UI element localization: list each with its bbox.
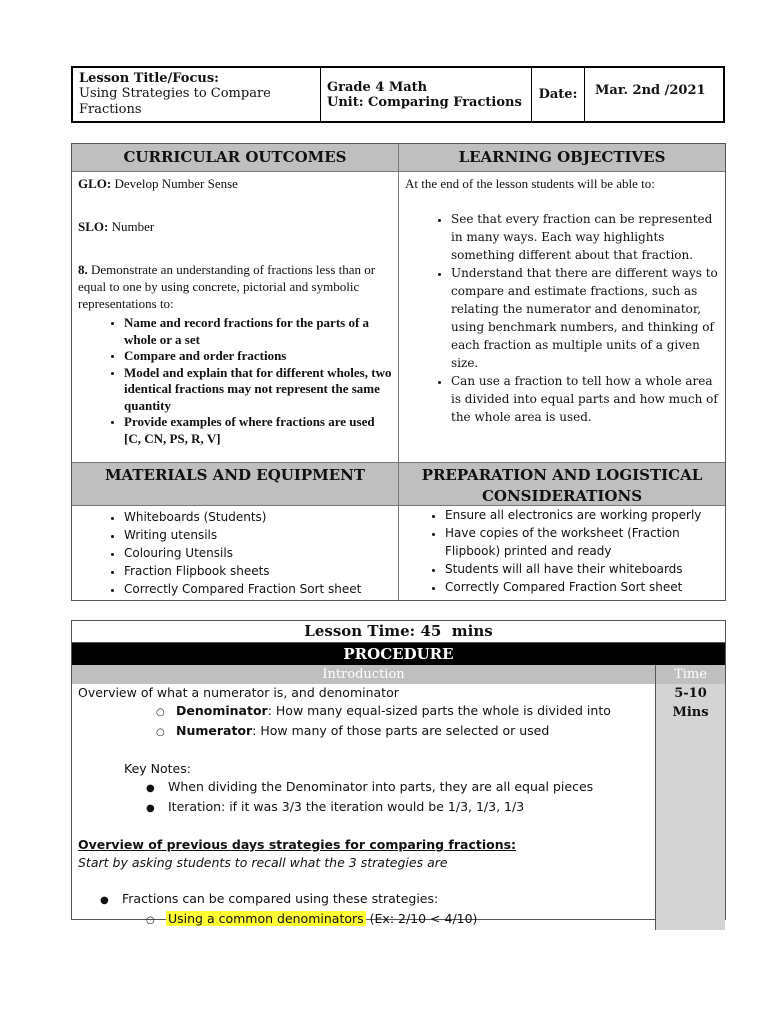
strategy-highlight: Using a common denominators bbox=[168, 911, 364, 926]
list-item: • Ensure all electronics are working properly bbox=[445, 506, 725, 524]
note-text: When dividing the Denominator into parts, they are all equal pieces bbox=[168, 779, 594, 794]
strategy-line bbox=[78, 910, 649, 930]
curricular-outcomes-heading: CURRICULAR OUTCOMES bbox=[72, 144, 399, 172]
lesson-title-cell bbox=[73, 68, 321, 121]
bullet-icon: ● bbox=[146, 803, 155, 814]
list-item: • Have copies of the worksheet (Fraction Flipbook) printed and ready bbox=[445, 524, 725, 560]
unit-label: Unit: Comparing Fractions bbox=[327, 94, 522, 110]
outcome-number: 8. bbox=[78, 262, 88, 277]
materials-cell bbox=[72, 506, 399, 600]
denominator-text: : How many equal-sized parts the whole is divided into bbox=[267, 703, 611, 718]
list-item: • Provide examples of where fractions are used [C, CN, PS, R, V] bbox=[124, 414, 392, 447]
list-item: • Fraction Flipbook sheets bbox=[124, 562, 398, 580]
date-label-cell bbox=[532, 68, 585, 121]
note-line bbox=[78, 798, 649, 818]
circle-bullet-icon: ○ bbox=[146, 915, 155, 926]
objectives-intro: At the end of the lesson students will be able to: bbox=[405, 176, 655, 191]
denominator-line bbox=[78, 702, 649, 722]
time-value-range: 5-10 bbox=[674, 686, 707, 701]
preparation-heading-line1: PREPARATION AND LOGISTICAL bbox=[421, 466, 703, 484]
materials-heading: MATERIALS AND EQUIPMENT bbox=[72, 463, 399, 506]
introduction-content bbox=[72, 684, 656, 930]
slo-label: SLO: bbox=[78, 219, 109, 234]
preparation-cell bbox=[399, 506, 725, 600]
preparation-heading-line2: CONSIDERATIONS bbox=[481, 487, 643, 505]
list-item: • See that every fraction can be represented in many ways. Each way highlights something different about that fraction. bbox=[451, 210, 719, 264]
date-label: Date: bbox=[538, 87, 578, 102]
planning-table bbox=[71, 143, 726, 601]
lesson-time: Lesson Time: 45 mins bbox=[72, 621, 725, 643]
list-item: • Correctly Compared Fraction Sort sheet bbox=[124, 580, 398, 598]
list-item: • Colouring Utensils bbox=[124, 544, 398, 562]
procedure-table bbox=[71, 620, 726, 926]
list-item: • Compare and order fractions bbox=[124, 348, 392, 365]
bullet-icon: ● bbox=[100, 895, 109, 906]
list-item: • Writing utensils bbox=[124, 526, 398, 544]
glo-text: Develop Number Sense bbox=[114, 176, 238, 191]
list-item: • Understand that there are different ways to compare and estimate fractions, such as relating the numerator and denominator, using benchmark numbers, and thinking of each fraction as multiple units of a given size. bbox=[451, 264, 719, 372]
list-item: • Correctly Compared Fraction Sort sheet bbox=[445, 578, 725, 596]
slo-text: Number bbox=[111, 219, 155, 234]
list-item: • Whiteboards (Students) bbox=[124, 508, 398, 526]
list-item: • Students will all have their whiteboards bbox=[445, 560, 725, 578]
previous-strategies-sub: Start by asking students to recall what the 3 strategies are bbox=[78, 855, 448, 870]
list-item: • Can use a fraction to tell how a whole area is divided into equal parts and how much of the whole area is used. bbox=[451, 372, 719, 426]
lesson-header-table bbox=[71, 66, 725, 123]
strategies-intro-line bbox=[78, 890, 649, 910]
bullet-icon: ● bbox=[146, 783, 155, 794]
curricular-outcomes-cell bbox=[72, 172, 399, 463]
objective-bullets bbox=[405, 210, 719, 426]
circle-bullet-icon: ○ bbox=[156, 707, 165, 718]
circle-bullet-icon: ○ bbox=[156, 727, 165, 738]
preparation-heading bbox=[399, 463, 725, 506]
learning-objectives-cell bbox=[399, 172, 725, 463]
numerator-label: Numerator bbox=[176, 723, 253, 738]
time-label: Time bbox=[674, 667, 707, 682]
denominator-label: Denominator bbox=[176, 703, 268, 718]
note-line bbox=[78, 778, 649, 798]
date-value: Mar. 2nd /2021 bbox=[595, 83, 706, 98]
outcome-text: Demonstrate an understanding of fractions less than or equal to one by using concrete, pictorial and symbolic representations to: bbox=[78, 262, 376, 311]
note-text: Iteration: if it was 3/3 the iteration would be 1/3, 1/3, 1/3 bbox=[168, 799, 525, 814]
procedure-title: PROCEDURE bbox=[72, 643, 725, 665]
learning-objectives-heading: LEARNING OBJECTIVES bbox=[399, 144, 725, 172]
lesson-title: Using Strategies to Compare Fractions bbox=[79, 86, 271, 117]
grade-unit-cell bbox=[321, 68, 532, 121]
introduction-label: Introduction bbox=[72, 665, 656, 684]
numerator-text: : How many of those parts are selected or used bbox=[252, 723, 550, 738]
strategy-example: (Ex: 2/10 < 4/10) bbox=[369, 911, 478, 926]
numerator-line bbox=[78, 722, 649, 742]
glo-label: GLO: bbox=[78, 176, 112, 191]
glo-line bbox=[78, 175, 392, 192]
preparation-list bbox=[399, 506, 725, 596]
key-notes: Key Notes: bbox=[124, 761, 191, 776]
slo-line bbox=[78, 218, 392, 235]
materials-list bbox=[72, 508, 398, 598]
grade-label: Grade 4 Math bbox=[327, 79, 428, 95]
introduction-header-row bbox=[72, 665, 725, 684]
outcome-bullets bbox=[78, 315, 392, 447]
lesson-title-label: Lesson Title/Focus: bbox=[79, 71, 219, 86]
introduction-body-row bbox=[72, 684, 725, 926]
outcome-8 bbox=[78, 261, 392, 312]
list-item: • Model and explain that for different wholes, two identical fractions may not represent the same quantity bbox=[124, 365, 392, 415]
overview-line: Overview of what a numerator is, and denominator bbox=[78, 685, 399, 700]
date-value-cell bbox=[585, 68, 723, 121]
list-item: • Name and record fractions for the parts of a whole or a set bbox=[124, 315, 392, 348]
previous-strategies-heading: Overview of previous days strategies for comparing fractions: bbox=[78, 837, 517, 852]
time-value-unit: Mins bbox=[672, 705, 709, 720]
time-column bbox=[656, 684, 725, 930]
strategies-intro: Fractions can be compared using these strategies: bbox=[122, 891, 439, 906]
